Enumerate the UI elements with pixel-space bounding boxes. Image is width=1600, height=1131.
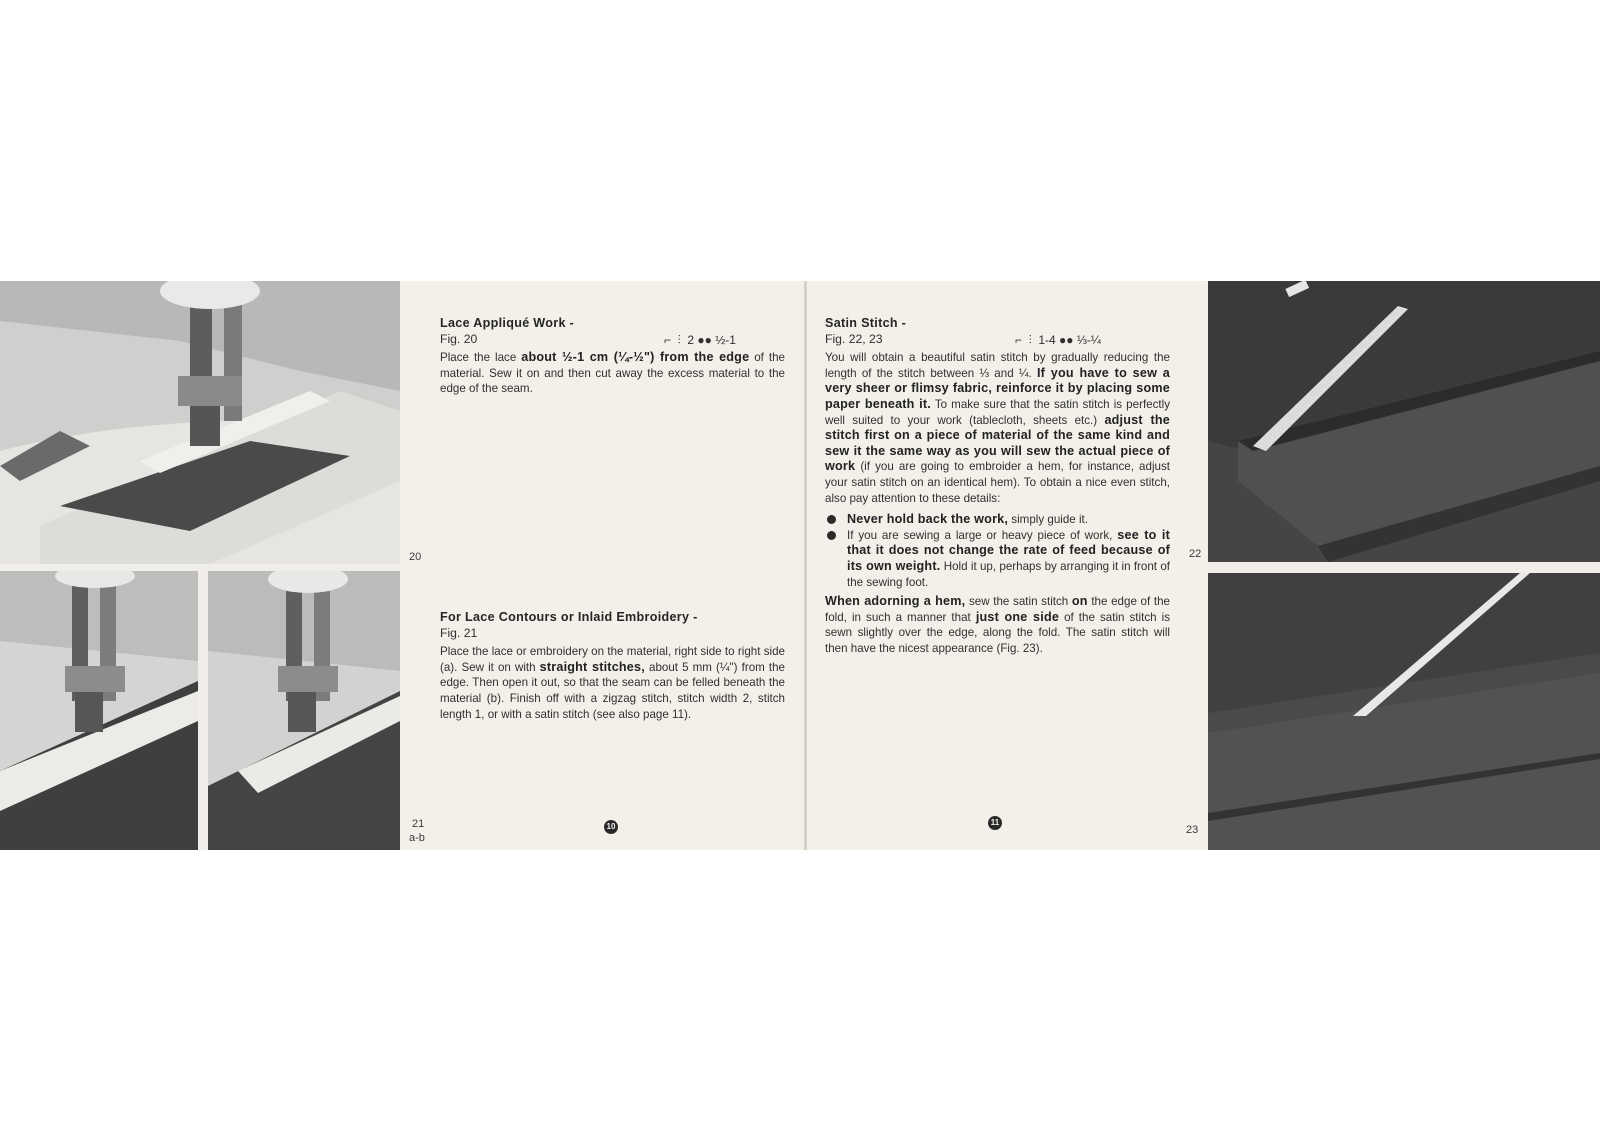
- satin-stitch-title: Satin Stitch -: [825, 316, 907, 330]
- page-number-left: 10: [604, 820, 618, 834]
- zigzag-icon: ⫶: [677, 333, 681, 347]
- lace-applique-title: Lace Appliqué Work -: [440, 316, 575, 330]
- hem-paragraph: [825, 594, 1170, 656]
- satin-bold-2: adjust the stitch first on a piece of material of the same kind and sew it the same way as you will sew the actual piece of work: [825, 412, 1170, 474]
- lace-text-1: Place the lace: [440, 351, 522, 365]
- list-item: [825, 512, 1170, 528]
- satin-details-list: [825, 512, 1170, 590]
- fig-number-22: 22: [1189, 548, 1202, 560]
- bullet1-text: simply guide it.: [1008, 513, 1088, 527]
- hem-bold-3: just one side: [975, 609, 1060, 624]
- lace-applique-section: [440, 316, 785, 397]
- hem-bold-2: on: [1071, 594, 1088, 609]
- lace-applique-fig: Fig. 20: [440, 331, 478, 346]
- photo-fig-23: [1208, 573, 1600, 850]
- satin-text-3: (if you are going to embroider a hem, for instance, adjust your satin stitch on an identical hem). To obtain a nice even stitch, also pay attention to these details:: [825, 460, 1170, 505]
- bullet2-text-1: If you are sewing a large or heavy piece of work,: [847, 528, 1118, 542]
- satin-stitch-fig: Fig. 22, 23: [825, 331, 883, 346]
- hem-text-1: sew the satin stitch: [965, 595, 1072, 609]
- lace-settings-symbols: [664, 333, 736, 348]
- bullet2-bold: see to it that it does not change the rate of feed because of its own weight.: [847, 527, 1170, 573]
- list-item: [825, 528, 1170, 590]
- page-number-right: 11: [988, 816, 1002, 830]
- lace-settings: 2 ●● ½-1: [687, 333, 736, 347]
- photo-fig-20: [0, 281, 400, 564]
- fig-number-21: 21: [412, 818, 425, 830]
- photo-fig-21a: [0, 571, 198, 850]
- satin-settings: 1-4 ●● ⅓-¼: [1038, 333, 1101, 347]
- lace-text-2: of the material. Sew it on and then cut away the excess material to the edge of the seam.: [440, 351, 785, 396]
- lace-bold-1: about ½-1 cm (¼-½") from the edge: [521, 350, 750, 365]
- satin-bold-1: If you have to sew a very sheer or flimsy fabric, reinforce it by placing some paper beneath it.: [825, 365, 1170, 411]
- manual-spread: [0, 281, 1600, 850]
- lace-contours-title: For Lace Contours or Inlaid Embroidery -: [440, 610, 698, 624]
- satin-text-1: You will obtain a beautiful satin stitch by gradually reducing the length of the stitch between ⅓ and ¼.: [825, 351, 1170, 380]
- contour-text-2: about 5 mm (¼") from the edge. Then open it out, so that the seam can be felled beneath the material (b). Finish off with a zigzag stitch, stitch width 2, stitch length 1, or with a satin stitch (see also page 11).: [440, 660, 785, 721]
- lace-contours-fig: Fig. 21: [440, 625, 478, 640]
- bullet1-bold: Never hold back the work,: [847, 512, 1009, 527]
- fig-number-23: 23: [1186, 824, 1199, 836]
- satin-stitch-text: [825, 350, 1170, 506]
- fig-number-21-sub: a-b: [409, 832, 425, 844]
- bullet2-text-2: Hold it up, perhaps by arranging it in front of the sewing foot.: [847, 559, 1170, 589]
- hem-text-2: the edge of the fold, in such a manner that: [825, 595, 1170, 624]
- photo-fig-21b: [208, 571, 400, 850]
- lace-applique-text: [440, 350, 785, 397]
- zigzag-icon: ⫶: [1028, 333, 1032, 347]
- satin-settings-symbols: [1015, 333, 1101, 348]
- hem-text-3: of the satin stitch is sewn slightly over the edge, along the fold. The satin stitch will then have the nicest appearance (Fig. 23).: [825, 610, 1170, 655]
- presser-foot-icon: ⌐: [1015, 333, 1023, 347]
- satin-stitch-section: [825, 316, 1170, 656]
- bullet-icon: [827, 515, 836, 524]
- fig-number-20: 20: [409, 551, 422, 563]
- presser-foot-icon: ⌐: [664, 333, 672, 347]
- satin-text-2: To make sure that the satin stitch is perfectly well suited to your work (tablecloth, sheets etc.): [825, 397, 1170, 427]
- contour-text-1: Place the lace or embroidery on the material, right side to right side (a). Sew it on with: [440, 645, 785, 674]
- lace-contours-section: [440, 610, 785, 722]
- hem-bold-1: When adorning a hem,: [825, 594, 966, 609]
- photo-fig-22: [1208, 281, 1600, 562]
- lace-contours-text: [440, 644, 785, 722]
- bullet-icon: [827, 531, 836, 540]
- contour-bold-1: straight stitches,: [539, 659, 645, 674]
